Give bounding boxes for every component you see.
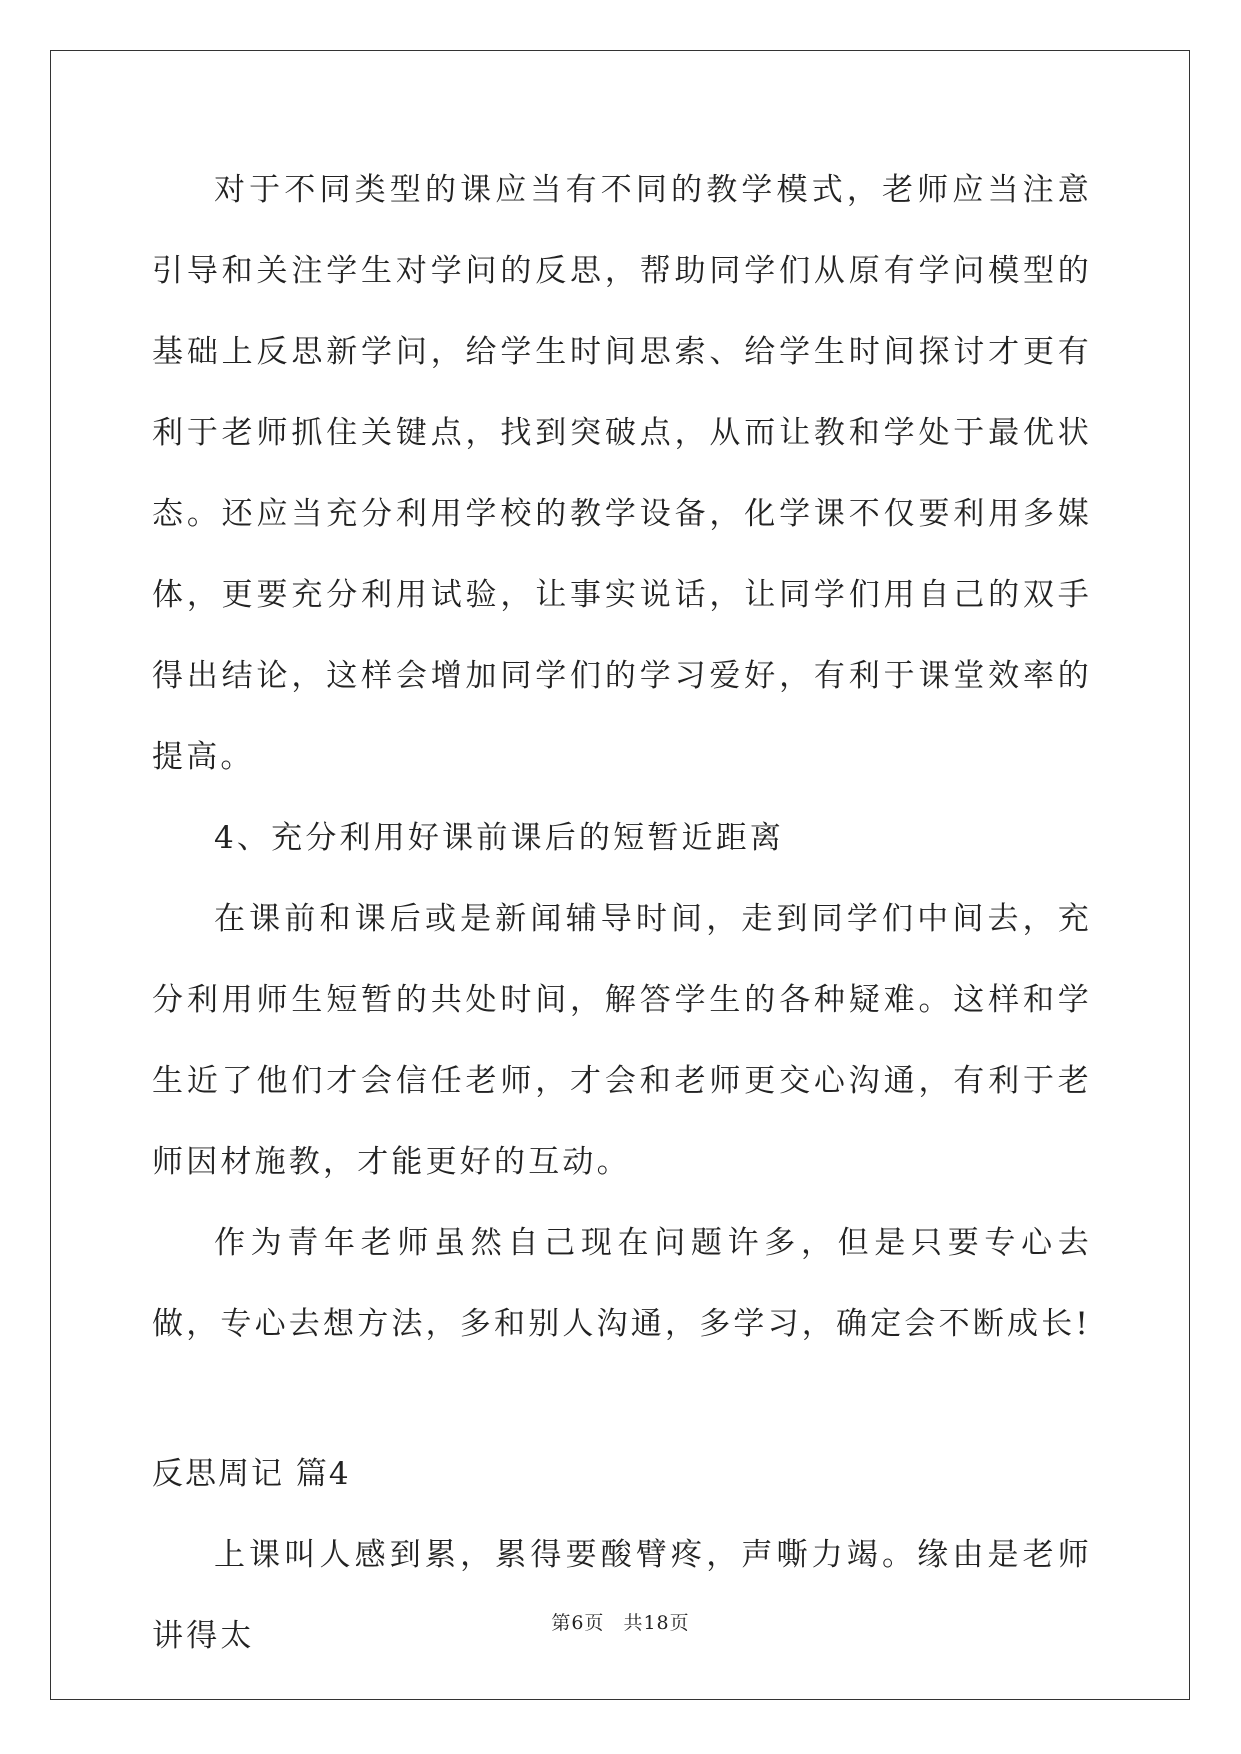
paragraph-conclusion: 作为青年老师虽然自己现在问题许多，但是只要专心去做，专心去想方法，多和别人沟通，多学习，确定会不断成长!: [152, 1225, 1092, 1342]
document-body: [152, 150, 1092, 1677]
page-footer: [0, 1608, 1241, 1635]
paragraph-point-4-title: 4、充分利用好课前课后的短暂近距离: [214, 820, 785, 856]
paragraph-teaching-mode: 对于不同类型的课应当有不同的教学模式，老师应当注意引导和关注学生对学问的反思，帮助同学们从原有学问模型的基础上反思新学问，给学生时间思索、给学生时间探讨才更有利于老师抓住关键点，找到突破点，从而让教和学处于最优状态。还应当充分利用学校的教学设备，化学课不仅要利用多媒体，更要充分利用试验，让事实说话，让同学们用自己的双手得出结论，这样会增加同学们的学习爱好，有利于课堂效率的提高。: [152, 172, 1092, 775]
paragraph-before-after-class: 在课前和课后或是新闻辅导时间，走到同学们中间去，充分利用师生短暂的共处时间，解答学生的各种疑难。这样和学生近了他们才会信任老师，才会和老师更交心沟通，有利于老师因材施教，才能更好的互动。: [152, 901, 1092, 1180]
page-number-total: 共18页: [623, 1612, 690, 1634]
section-heading: 反思周记 篇4: [152, 1456, 351, 1492]
paragraph-next-section-start: 上课叫人感到累，累得要酸臂疼，声嘶力竭。缘由是老师讲得太: [152, 1537, 1092, 1654]
page-number-current: 第6页: [551, 1612, 605, 1634]
